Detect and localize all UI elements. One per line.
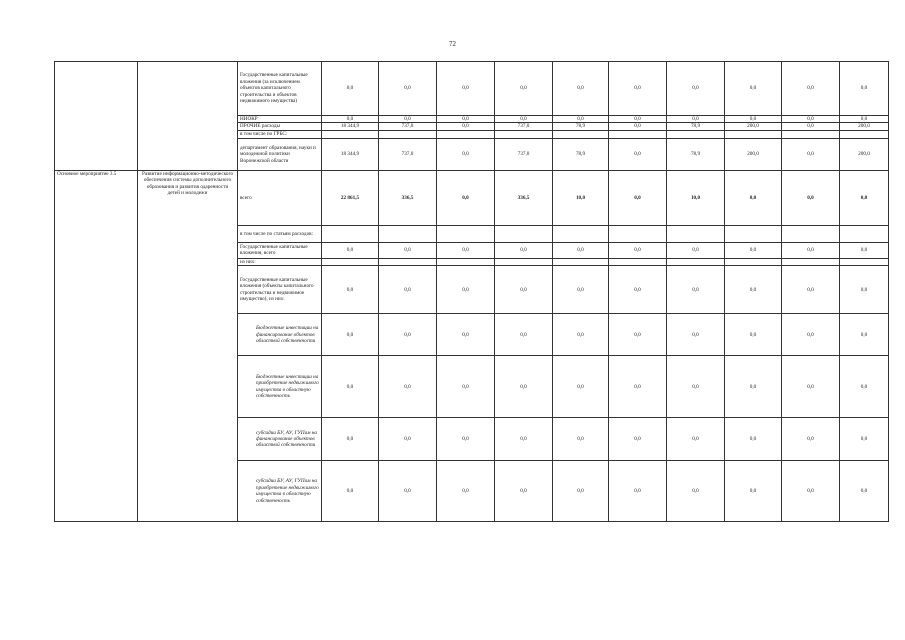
value-cell: 0,0 [725,62,782,116]
value-cell: 0,0 [553,242,609,258]
value-cell: 0,0 [609,356,667,418]
empty-cell [725,130,782,138]
row-label: Государственные капитальные вложения (объекты капитального строительства и недвижимое имущество), из них: [238,266,322,314]
value-cell: 0,0 [725,418,782,461]
value-cell: 0,0 [840,418,889,461]
value-cell: 0,0 [725,356,782,418]
value-cell: 0,0 [667,266,725,314]
row-label: Бюджетные инвестиции на финансирование объектов областной собственности [238,314,322,356]
empty-cell [437,258,495,265]
value-cell: 0,0 [437,62,495,116]
value-cell: 0,0 [379,62,437,116]
value-cell: 78,9 [553,138,609,170]
value-cell: 200,0 [840,123,889,130]
value-cell: 0,0 [437,314,495,356]
value-cell: 0,0 [495,461,553,522]
value-cell: 18 344,9 [322,123,379,130]
value-cell: 0,0 [495,62,553,116]
value-cell: 0,0 [725,242,782,258]
value-cell: 0,0 [322,314,379,356]
value-cell: 0,0 [609,138,667,170]
value-cell: 0,0 [322,418,379,461]
value-cell: 0,0 [495,356,553,418]
value-cell: 0,0 [609,170,667,225]
value-cell: 0,0 [667,314,725,356]
empty-cell [609,225,667,242]
value-cell: 0,0 [782,123,840,130]
empty-cell [840,130,889,138]
value-cell: 0,0 [725,116,782,123]
empty-cell [725,225,782,242]
value-cell: 0,0 [553,266,609,314]
empty-cell [437,130,495,138]
value-cell: 0,0 [379,242,437,258]
value-cell: 0,0 [322,116,379,123]
blank-left-cell [138,62,238,171]
row-label: субсидии БУ, АУ, ГУПам на приобретение недвижимого имущества в областную собственность [238,461,322,522]
value-cell: 10,0 [553,170,609,225]
empty-cell [553,258,609,265]
value-cell: 0,0 [437,138,495,170]
empty-cell [667,258,725,265]
value-cell: 0,0 [782,242,840,258]
row-label: департамент образования, науки и молодежной политики Воронежской области [238,138,322,170]
value-cell: 0,0 [840,170,889,225]
value-cell: 0,0 [782,461,840,522]
empty-cell [609,258,667,265]
value-cell: 0,0 [322,242,379,258]
row-label: Государственные капитальные вложения, всего [238,242,322,258]
value-cell: 0,0 [553,418,609,461]
value-cell: 22 861,5 [322,170,379,225]
value-cell: 0,0 [437,356,495,418]
row-label: в том числе по ГРБС: [238,130,322,138]
value-cell: 0,0 [782,266,840,314]
value-cell: 0,0 [437,116,495,123]
value-cell: 0,0 [553,116,609,123]
empty-cell [495,258,553,265]
empty-cell [840,258,889,265]
value-cell: 18 344,9 [322,138,379,170]
value-cell: 0,0 [553,62,609,116]
value-cell: 336,5 [495,170,553,225]
value-cell: 0,0 [840,266,889,314]
empty-cell [322,130,379,138]
value-cell: 0,0 [495,314,553,356]
row-label: в том числе по статьям расходов: [238,225,322,242]
empty-cell [782,258,840,265]
value-cell: 0,0 [725,170,782,225]
page-number: 72 [449,40,456,48]
value-cell: 0,0 [609,62,667,116]
empty-cell [379,130,437,138]
row-label: ПРОЧИЕ расходы [238,123,322,130]
value-cell: 0,0 [322,356,379,418]
blank-left-cell [55,62,138,171]
row-label: всего [238,170,322,225]
budget-table [54,61,889,522]
empty-cell [322,258,379,265]
value-cell: 0,0 [609,123,667,130]
value-cell: 0,0 [322,461,379,522]
value-cell: 0,0 [495,266,553,314]
value-cell: 0,0 [725,314,782,356]
value-cell: 0,0 [553,356,609,418]
value-cell: 78,9 [553,123,609,130]
value-cell: 0,0 [782,418,840,461]
value-cell: 0,0 [667,242,725,258]
value-cell: 0,0 [667,461,725,522]
value-cell: 0,0 [782,356,840,418]
value-cell: 0,0 [437,266,495,314]
value-cell: 0,0 [840,356,889,418]
value-cell: 0,0 [667,62,725,116]
value-cell: 737,0 [495,123,553,130]
value-cell: 0,0 [725,266,782,314]
empty-cell [782,225,840,242]
row-label: НИОКР [238,116,322,123]
value-cell: 0,0 [437,123,495,130]
value-cell: 0,0 [495,242,553,258]
row-label: из них: [238,258,322,265]
value-cell: 0,0 [840,62,889,116]
value-cell: 0,0 [667,418,725,461]
value-cell: 0,0 [379,116,437,123]
value-cell: 737,0 [379,123,437,130]
value-cell: 0,0 [437,242,495,258]
empty-cell [322,225,379,242]
empty-cell [782,130,840,138]
row-label: Государственные капитальные вложения (за исключением объектов капитального строительства и объектов недвижимого имущества) [238,62,322,116]
value-cell: 0,0 [609,242,667,258]
empty-cell [553,130,609,138]
value-cell: 0,0 [782,314,840,356]
empty-cell [667,225,725,242]
value-cell: 0,0 [379,356,437,418]
row-label: Бюджетные инвестиции на приобретение недвижимого имущества в областную собственность [238,356,322,418]
value-cell: 0,0 [437,418,495,461]
value-cell: 0,0 [667,356,725,418]
value-cell: 0,0 [495,418,553,461]
value-cell: 336,5 [379,170,437,225]
table-row [55,62,889,116]
value-cell: 0,0 [782,116,840,123]
value-cell: 0,0 [782,138,840,170]
value-cell: 0,0 [609,418,667,461]
value-cell: 0,0 [379,266,437,314]
value-cell: 737,0 [495,138,553,170]
value-cell: 0,0 [379,314,437,356]
empty-cell [725,258,782,265]
empty-cell [840,225,889,242]
value-cell: 0,0 [667,116,725,123]
section-title: Развитие информационно-методического обеспечения системы дополнительного образования и развития одаренности детей и молодежи [138,170,238,521]
row-label: субсидии БУ, АУ, ГУПам на финансирование объектов областной собственности [238,418,322,461]
value-cell: 0,0 [782,170,840,225]
value-cell: 0,0 [437,170,495,225]
value-cell: 0,0 [553,314,609,356]
value-cell: 0,0 [379,461,437,522]
empty-cell [495,225,553,242]
value-cell: 0,0 [840,242,889,258]
value-cell: 0,0 [553,461,609,522]
value-cell: 0,0 [322,266,379,314]
value-cell: 0,0 [840,116,889,123]
empty-cell [495,130,553,138]
value-cell: 78,9 [667,123,725,130]
empty-cell [553,225,609,242]
empty-cell [379,225,437,242]
value-cell: 0,0 [840,314,889,356]
value-cell: 0,0 [322,62,379,116]
value-cell: 0,0 [379,418,437,461]
value-cell: 0,0 [725,461,782,522]
value-cell: 200,0 [725,123,782,130]
empty-cell [609,130,667,138]
value-cell: 0,0 [437,461,495,522]
value-cell: 737,0 [379,138,437,170]
value-cell: 0,0 [782,62,840,116]
value-cell: 78,9 [667,138,725,170]
value-cell: 200,0 [840,138,889,170]
value-cell: 0,0 [840,461,889,522]
value-cell: 0,0 [609,461,667,522]
empty-cell [437,225,495,242]
value-cell: 0,0 [609,266,667,314]
value-cell: 0,0 [495,116,553,123]
value-cell: 10,0 [667,170,725,225]
empty-cell [379,258,437,265]
value-cell: 0,0 [609,314,667,356]
value-cell: 200,0 [725,138,782,170]
empty-cell [667,130,725,138]
value-cell: 0,0 [609,116,667,123]
table-row [55,170,889,225]
section-code: Основное мероприятие 3.5 [55,170,138,521]
